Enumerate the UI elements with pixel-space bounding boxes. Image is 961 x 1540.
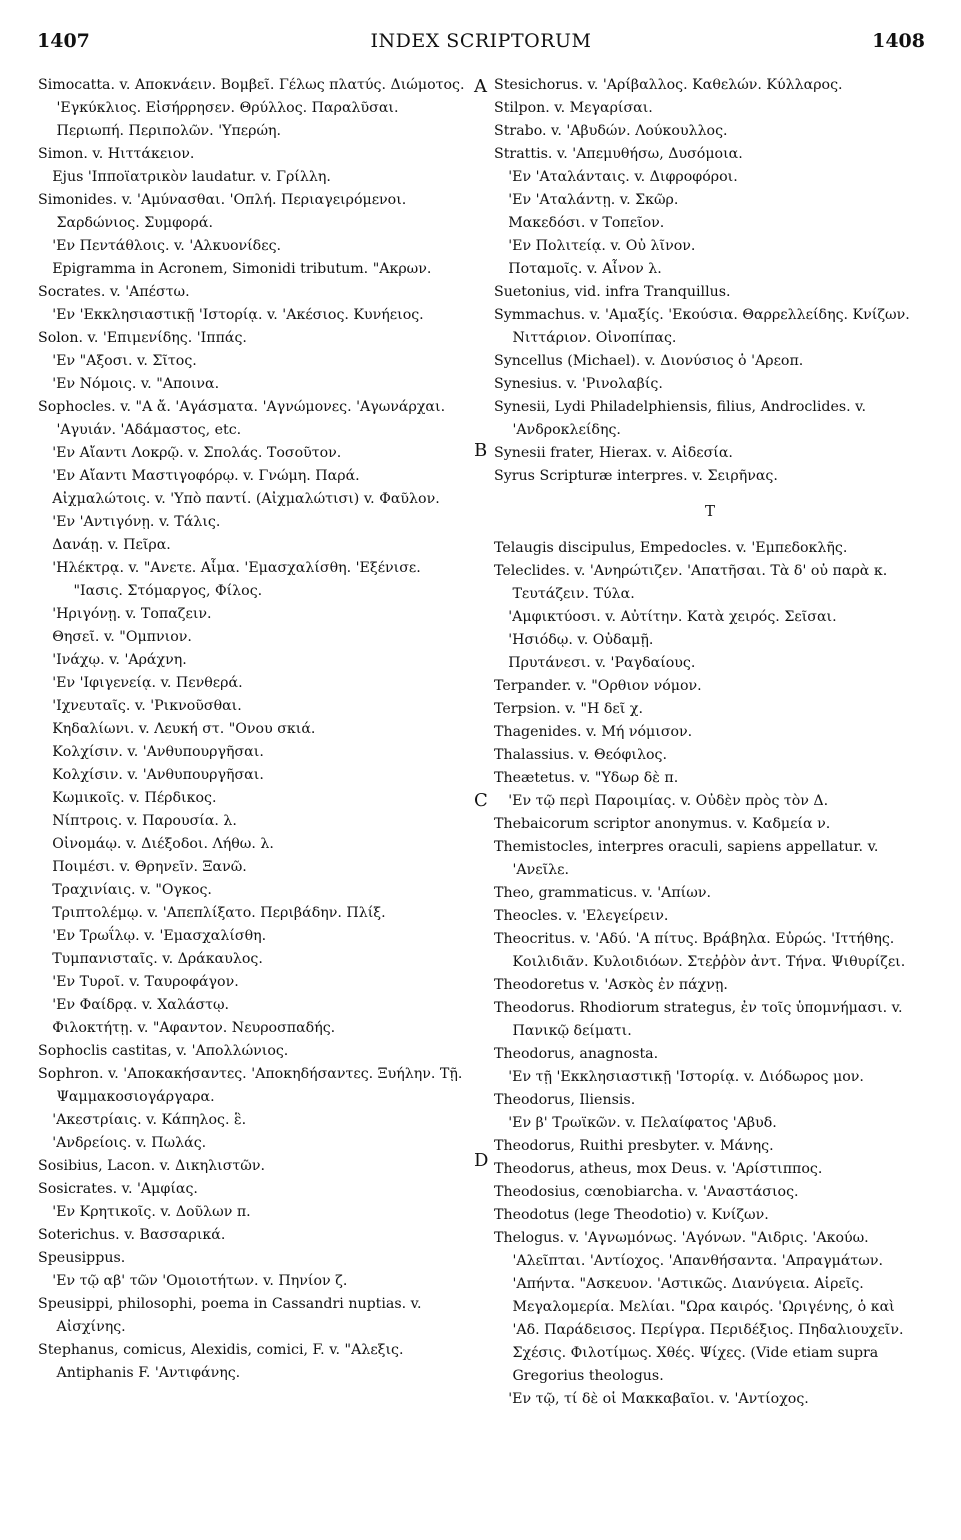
sub-entry: 'Εν τῷ αβ' τῶν 'Ομοιοτήτων. v. Πηνίον ζ. xyxy=(52,1273,348,1289)
index-entry: Thalassius. v. Θεόφιλος. xyxy=(494,747,667,763)
index-entry: Themistocles, interpres oraculi, sapiens appellatur. v. 'Ανεῖλε. xyxy=(494,839,879,878)
index-entry: Stilpon. v. Μεγαρίσαι. xyxy=(494,100,653,116)
index-entry: Thebaicorum scriptor anonymus. v. Καδμεία ν. xyxy=(494,816,831,832)
sub-entry: 'Εν Κρητικοῖς. v. Δοῦλων π. xyxy=(52,1204,251,1220)
sub-entry: 'Εν 'Ιφιγενείᾳ. v. Πενθερά. xyxy=(52,675,243,691)
margin-letter-b: B xyxy=(474,440,488,461)
sub-entry: 'Εν Αἴαντι Λοκρῷ. v. Σπολάς. Τοσοῦτον. xyxy=(52,445,342,461)
sub-entry: 'Ακεστρίαις. v. Κάπηλος. ἓ. xyxy=(52,1112,247,1128)
sub-entry: Μακεδόσι. v Τοπεῖον. xyxy=(508,215,665,231)
index-entry: Theodorus, Iliensis. xyxy=(494,1092,636,1108)
sub-entry: 'Ινάχῳ. v. 'Αράχνη. xyxy=(52,652,187,668)
margin-letter-d: D xyxy=(474,1150,489,1171)
index-entry: Speusippus. xyxy=(38,1250,126,1266)
index-entry: Theodorus, anagnosta. xyxy=(494,1046,659,1062)
sub-entry: 'Εν Πεντάθλοις. v. 'Αλκυονίδες. xyxy=(52,238,282,254)
index-entry: Stephanus, comicus, Alexidis, comici, F. v. "Αλεξις. Antiphanis F. 'Αντιφάνης. xyxy=(38,1342,404,1381)
sub-entry: Φιλοκτήτῃ. v. "Αφαντον. Νευροσπαδής. xyxy=(52,1020,336,1036)
page-number-left: 1407 xyxy=(37,30,90,52)
index-entry: Syrus Scripturæ interpres. v. Σειρῆνας. xyxy=(494,468,778,484)
index-entry: Synesii frater, Hierax. v. Αἰδεσία. xyxy=(494,445,733,461)
index-entry: Synesii, Lydi Philadelphiensis, filius, Androclides. v. 'Ανδροκλείδης. xyxy=(494,399,867,438)
sub-entry: 'Εν 'Αταλάντῃ. v. Σκῶρ. xyxy=(508,192,679,208)
right-entries-t xyxy=(494,537,926,1411)
sub-entry: Κηδαλίωνι. v. Λευκή στ. "Ονου σκιά. xyxy=(52,721,316,737)
sub-entry: 'Εν Πολιτείᾳ. v. Οὐ λῖνον. xyxy=(508,238,696,254)
index-entry: Theodosius, cœnobiarcha. v. 'Αναστάσιος. xyxy=(494,1184,799,1200)
index-entry: Theodorus, atheus, mox Deus. v. 'Αρίστιππος. xyxy=(494,1161,823,1177)
sub-entry: Οἰνομάῳ. v. Διέξοδοι. Λήθω. λ. xyxy=(52,836,274,852)
sub-entry: Δανάῃ. v. Πεῖρα. xyxy=(52,537,171,553)
index-entry: Terpander. v. "Ορθιον νόμον. xyxy=(494,678,702,694)
sub-entry: 'Εν "Αξοσι. v. Σῖτος. xyxy=(52,353,197,369)
index-entry: Strabo. v. 'Αβυδών. Λούκουλλος. xyxy=(494,123,728,139)
sub-entry: 'Ηλέκτρᾳ. v. "Ανετε. Αἷμα. 'Εμασχαλίσθη. 'Εξένισε. "Ιασις. Στόμαργος, Φίλος. xyxy=(52,560,421,599)
sub-entry: 'Ανδρείοις. v. Πωλάς. xyxy=(52,1135,207,1151)
sub-entry: Ποταμοῖς. v. Αἶνον λ. xyxy=(508,261,662,277)
index-entry: Theocles. v. 'Ελεγείρειν. xyxy=(494,908,669,924)
sub-entry: Κολχίσιν. v. 'Ανθυπουργῆσαι. xyxy=(52,744,264,760)
sub-entry: Αἰχμαλώτοις. v. 'Υπὸ παντί. (Αἰχμαλώτισι) v. Φαῦλον. xyxy=(52,491,440,507)
index-entry: Synesius. v. 'Ρινολαβίς. xyxy=(494,376,663,392)
sub-entry: 'Εν β' Τρωϊκῶν. v. Πελαίφατος 'Αβυδ. xyxy=(508,1115,777,1131)
index-entry: Solon. v. 'Επιμενίδης. 'Ιππάς. xyxy=(38,330,247,346)
index-entry: Terpsion. v. "Η δεῖ χ. xyxy=(494,701,643,717)
index-entry: Sosicrates. v. 'Αμφίας. xyxy=(38,1181,198,1197)
index-entry: Sophoclis castitas, v. 'Απολλώνιος. xyxy=(38,1043,289,1059)
index-entry: Thagenides. v. Μή νόμισον. xyxy=(494,724,693,740)
index-entry: Theo, grammaticus. v. 'Απίων. xyxy=(494,885,711,901)
index-entry: Socrates. v. 'Απέστω. xyxy=(38,284,190,300)
index-entry: Theodorus, Ruithi presbyter. v. Μάνης. xyxy=(494,1138,774,1154)
index-entry: Theætetus. v. "Υδωρ δὲ π. xyxy=(494,770,679,786)
index-entry: Telaugis discipulus, Empedocles. v. 'Εμπεδοκλῆς. xyxy=(494,540,848,556)
sub-entry: 'Εν Αἴαντι Μαστιγοφόρῳ. v. Γνώμη. Παρά. xyxy=(52,468,360,484)
index-entry: Theodotus (lege Theodotio) v. Κνίζων. xyxy=(494,1207,769,1223)
sub-entry: Θησεῖ. v. "Ομπνιον. xyxy=(52,629,192,645)
index-entry: Speusippi, philosophi, poema in Cassandri nuptias. v. Αἰσχίνης. xyxy=(38,1296,422,1335)
sub-entry: 'Ησιόδῳ. v. Οὐδαμῇ. xyxy=(508,632,654,648)
sub-entry: 'Ηριγόνῃ. v. Τοπαζειν. xyxy=(52,606,212,622)
sub-entry: Ejus 'Ιπποϊατρικὸν laudatur. v. Γρίλλη. xyxy=(52,169,331,185)
right-column xyxy=(494,74,926,1411)
sub-entry: 'Εν τῇ 'Εκκλησιαστικῇ 'Ιστορίᾳ. v. Διόδωρος μον. xyxy=(508,1069,864,1085)
sub-entry: Τριπτολέμῳ. v. 'Απεπλίξατο. Περιβάδην. Πλίξ. xyxy=(52,905,386,921)
sub-entry: 'Εν τῷ περὶ Παροιμίας. v. Οὐδὲν πρὸς τὸν Δ. xyxy=(508,793,829,809)
sub-entry: Κωμικοῖς. v. Πέρδικος. xyxy=(52,790,217,806)
index-entry: Theodorus. Rhodiorum strategus, ἐν τοῖς ὑπομνήμασι. v. Πανικῷ δείματι. xyxy=(494,1000,903,1039)
left-column xyxy=(38,74,470,1385)
sub-entry: 'Εν 'Εκκλησιαστικῇ 'Ιστορίᾳ. v. 'Ακέσιος. Κυνήειος. xyxy=(52,307,424,323)
index-entry: Theocritus. v. 'Αδύ. 'Α πίτυς. Βράβηλα. Εὐρώς. 'Ιττήθης. Κοιλιδιᾶν. Κυλοιδιόων. Στεῤῥὸν ἀντ. Τήνα. Ψιθυρίζει. xyxy=(494,931,906,970)
sub-entry: Ποιμέσι. v. Θρηνεῖν. Ξανῶ. xyxy=(52,859,247,875)
index-entry: Simon. v. Ηιττάκειον. xyxy=(38,146,195,162)
right-entries-s xyxy=(494,74,926,488)
sub-entry: Νίπτροις. v. Παρουσία. λ. xyxy=(52,813,237,829)
index-entry: Syncellus (Michael). v. Διονύσιος ὁ 'Αρεοπ. xyxy=(494,353,804,369)
sub-entry: 'Εν τῷ, τί δὲ οἱ Μακκαβαῖοι. v. 'Αντίοχος. xyxy=(508,1391,809,1407)
index-entry: Soterichus. v. Βασσαρικά. xyxy=(38,1227,226,1243)
index-entry: Sophocles. v. "Α ἄ. 'Αγάσματα. 'Αγνώμονες. 'Αγωνάρχαι. 'Αγυιάν. 'Αδάμαστος, etc. xyxy=(38,399,446,438)
sub-entry: 'Εν 'Αταλάνταις. v. Διφροφόροι. xyxy=(508,169,738,185)
index-entry: Teleclides. v. 'Ανηρώτιζεν. 'Απατῆσαι. Τὰ δ' οὐ παρὰ κ. Τευτάζειν. Τύλα. xyxy=(494,563,888,602)
index-entry: Strattis. v. 'Απεμυθήσω, Δυσόμοια. xyxy=(494,146,743,162)
sub-entry: 'Εν Φαίδρᾳ. v. Χαλάστῳ. xyxy=(52,997,230,1013)
sub-entry: Τραχινίαις. v. "Ογκος. xyxy=(52,882,212,898)
sub-entry: 'Εν Τυροῖ. v. Ταυροφάγον. xyxy=(52,974,239,990)
sub-entry: 'Αμφικτύοσι. v. Αὐτίτην. Κατὰ χειρός. Σεῖσαι. xyxy=(508,609,837,625)
index-entry: Suetonius, vid. infra Tranquillus. xyxy=(494,284,731,300)
page-header xyxy=(37,30,925,58)
sub-entry: 'Εν Νόμοις. v. "Αποινα. xyxy=(52,376,220,392)
sub-entry: Τυμπανισταῖς. v. Δράκαυλος. xyxy=(52,951,263,967)
index-entry: Symmachus. v. 'Αμαξίς. 'Εκούσια. Θαρρελλείδης. Κνίζων. Νιττάριον. Οἰνοπίπας. xyxy=(494,307,910,346)
sub-entry: 'Εν 'Αντιγόνῃ. v. Τάλις. xyxy=(52,514,221,530)
index-entry: Sosibius, Lacon. v. Δικηλιστῶν. xyxy=(38,1158,265,1174)
index-entry: Stesichorus. v. 'Αρίβαλλος. Καθελών. Κύλλαρος. xyxy=(494,77,843,93)
sub-entry: 'Ιχνευταῖς. v. 'Ρικνοῦσθαι. xyxy=(52,698,242,714)
sub-entry: Κολχίσιν. v. 'Ανθυπουργῆσαι. xyxy=(52,767,264,783)
index-entry: Theodoretus v. 'Ασκὸς ἐν πάχνῃ. xyxy=(494,977,728,993)
index-entry: Simocatta. v. Αποκνάειν. Βομβεῖ. Γέλως πλατύς. Διώμοτος. 'Εγκύκλιος. Εἰσήρρησεν. Θρύλλος. Παραλῦσαι. Περιωπή. Περιπολῶν. 'Υπερώη. xyxy=(38,77,465,139)
sub-entry: Πρυτάνεσι. v. 'Ραγδαίους. xyxy=(508,655,696,671)
page-number-right: 1408 xyxy=(872,30,925,52)
sub-entry: Epigramma in Acronem, Simonidi tributum. "Ακρων. xyxy=(52,261,432,277)
sub-entry: 'Εν Τρωΐλῳ. v. 'Εμασχαλίσθη. xyxy=(52,928,267,944)
margin-letter-a: A xyxy=(474,76,487,97)
section-heading-t: T xyxy=(704,502,715,520)
index-entry: Simonides. v. 'Αμύνασθαι. 'Οπλή. Περιαγειρόμενοι. Σαρδώνιος. Συμφορά. xyxy=(38,192,407,231)
page-title: INDEX SCRIPTORUM xyxy=(370,30,592,52)
margin-letter-c: C xyxy=(474,790,488,811)
index-entry: Sophron. v. 'Αποκακήσαντες. 'Αποκηδήσαντες. Ξυήλην. Τῇ. Ψαμμακοσιογάργαρα. xyxy=(38,1066,463,1105)
index-entry: Thelogus. v. 'Αγνωμόνως. 'Αγόνων. "Αιδρις. 'Ακούω. 'Αλεῖπται. 'Αντίοχος. 'Απανθήσαντα. 'Απραγμάτων. 'Απήντα. "Ασκευον. 'Αστικῶς. Διανύγεια. Αἱρεῖς. Μεγαλομερία. Μελίαι. "Ωρα καιρός. 'Ωριγένης, ὁ καὶ 'Αδ. Παράδεισος. Περίγρα. Περιδέξιος. Πηδαλιουχεῖν. Σχέσις. Φιλοτίμως. Χθές. Ψίχες. (Vide etiam supra Gregorius theologus. xyxy=(494,1230,904,1384)
